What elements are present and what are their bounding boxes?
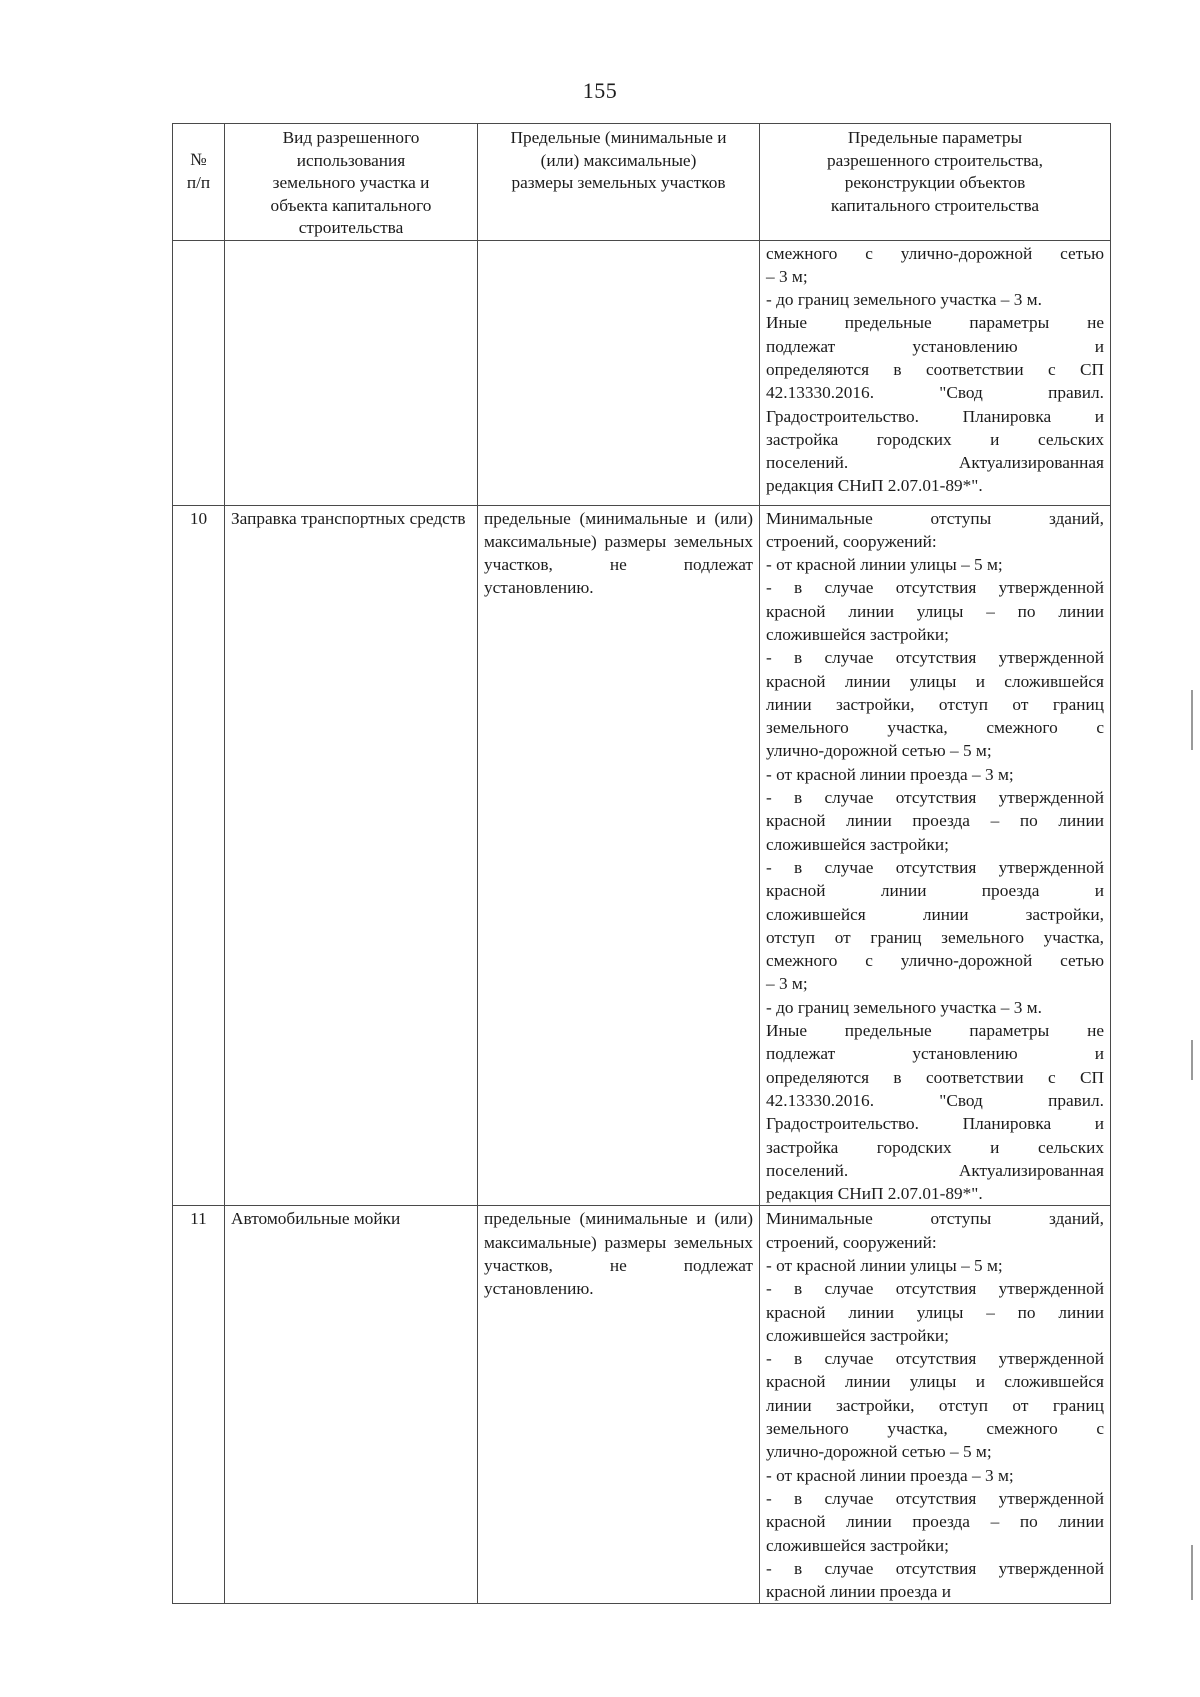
param-line: строений, сооружений: — [766, 1232, 937, 1252]
param-line: – 3 м; — [766, 266, 808, 286]
row-number — [173, 240, 225, 505]
param-line: Минимальные отступы зданий, — [766, 508, 1104, 528]
param-line: - в случае отсутствия утвержденной — [766, 1558, 1104, 1578]
param-line: Минимальные отступы зданий, — [766, 1209, 1104, 1229]
param-line: красной линии проезда и — [766, 881, 1104, 901]
table-body — [173, 240, 1111, 1604]
table-row — [173, 240, 1111, 505]
param-line: красной линии проезда – по линии — [766, 1512, 1104, 1532]
param-line: смежного с улично-дорожной сетью — [766, 243, 1104, 263]
param-line: Градостроительство. Планировка и — [766, 1114, 1104, 1134]
param-line: 42.13330.2016. "Свод правил. — [766, 383, 1104, 403]
plot-size-cell — [478, 240, 760, 505]
param-line: редакция СНиП 2.07.01-89*". — [766, 1184, 983, 1204]
param-line: редакция СНиП 2.07.01-89*". — [766, 476, 983, 496]
page-number: 155 — [582, 78, 618, 103]
param-line: - в случае отсутствия утвержденной — [766, 857, 1104, 877]
param-line: красной линии проезда и — [766, 1582, 951, 1602]
build-params-cell — [760, 1206, 1111, 1604]
header-plot-size: Предельные (минимальные и (или) максимальные) размеры земельных участков — [478, 124, 760, 241]
param-line: Иные предельные параметры не — [766, 1021, 1104, 1041]
param-line: строений, сооружений: — [766, 531, 937, 551]
param-line: застройка городских и сельских — [766, 429, 1104, 449]
scan-edge-mark — [1191, 1545, 1193, 1600]
param-line: отступ от границ земельного участка, — [766, 927, 1104, 947]
param-line: - в случае отсутствия утвержденной — [766, 788, 1104, 808]
param-line: застройка городских и сельских — [766, 1137, 1104, 1157]
param-line: красной линии проезда – по линии — [766, 811, 1104, 831]
plot-size-cell: предельные (минимальные и (или) максимальные) размеры земельных участков, не подлежат установлению. — [478, 1206, 760, 1604]
param-line: улично-дорожной сетью – 5 м; — [766, 1442, 992, 1462]
param-line: подлежат установлению и — [766, 1044, 1104, 1064]
param-line: подлежат установлению и — [766, 336, 1104, 356]
param-line: земельного участка, смежного с — [766, 718, 1104, 738]
param-line: красной линии улицы и сложившейся — [766, 671, 1104, 691]
param-line: Иные предельные параметры не — [766, 313, 1104, 333]
header-number: № п/п — [173, 124, 225, 241]
header-build-params: Предельные параметры разрешенного строительства, реконструкции объектов капитального строительства — [760, 124, 1111, 241]
param-line: - в случае отсутствия утвержденной — [766, 1349, 1104, 1369]
param-line: поселений. Актуализированная — [766, 453, 1104, 473]
param-line: сложившейся застройки; — [766, 1535, 949, 1555]
build-params-cell — [760, 505, 1111, 1206]
param-line: – 3 м; — [766, 974, 808, 994]
plot-size-cell: предельные (минимальные и (или) максимальные) размеры земельных участков, не подлежат установлению. — [478, 505, 760, 1206]
scan-edge-mark — [1191, 1040, 1193, 1080]
use-type-cell — [225, 240, 478, 505]
param-line: поселений. Актуализированная — [766, 1160, 1104, 1180]
param-line: линии застройки, отступ от границ — [766, 694, 1104, 714]
param-line: - в случае отсутствия утвержденной — [766, 578, 1104, 598]
build-params-cell — [760, 240, 1111, 505]
param-line: сложившейся застройки; — [766, 834, 949, 854]
param-line: - в случае отсутствия утвержденной — [766, 1279, 1104, 1299]
param-line: сложившейся линии застройки, — [766, 904, 1104, 924]
param-line: земельного участка, смежного с — [766, 1419, 1104, 1439]
param-line: Градостроительство. Планировка и — [766, 406, 1104, 426]
param-line: смежного с улично-дорожной сетью — [766, 951, 1104, 971]
param-line: - до границ земельного участка – 3 м. — [766, 997, 1042, 1017]
param-line: красной линии улицы и сложившейся — [766, 1372, 1104, 1392]
scan-edge-mark — [1191, 690, 1193, 750]
table-header — [173, 124, 1111, 241]
use-type-cell: Автомобильные мойки — [225, 1206, 478, 1604]
header-use-type: Вид разрешенного использования земельного участка и объекта капитального строительства — [225, 124, 478, 241]
row-number: 11 — [173, 1206, 225, 1604]
param-line: - в случае отсутствия утвержденной — [766, 648, 1104, 668]
param-line: красной линии улицы – по линии — [766, 601, 1104, 621]
param-line: определяются в соответствии с СП — [766, 359, 1104, 379]
param-line: сложившейся застройки; — [766, 1325, 949, 1345]
param-line: - в случае отсутствия утвержденной — [766, 1488, 1104, 1508]
param-line: улично-дорожной сетью – 5 м; — [766, 741, 992, 761]
param-line: - до границ земельного участка – 3 м. — [766, 290, 1042, 310]
zoning-table — [172, 123, 1111, 1604]
row-number: 10 — [173, 505, 225, 1206]
param-line: - от красной линии улицы – 5 м; — [766, 555, 1003, 575]
param-line: сложившейся застройки; — [766, 624, 949, 644]
param-line: - от красной линии улицы – 5 м; — [766, 1256, 1003, 1275]
param-line: определяются в соответствии с СП — [766, 1067, 1104, 1087]
param-line: линии застройки, отступ от границ — [766, 1395, 1104, 1415]
param-line: 42.13330.2016. "Свод правил. — [766, 1090, 1104, 1110]
use-type-cell: Заправка транспортных средств — [225, 505, 478, 1206]
param-line: красной линии улицы – по линии — [766, 1302, 1104, 1322]
table-row — [173, 1206, 1111, 1604]
param-line: - от красной линии проезда – 3 м; — [766, 764, 1014, 784]
param-line: - от красной линии проезда – 3 м; — [766, 1465, 1014, 1485]
table-row — [173, 505, 1111, 1206]
